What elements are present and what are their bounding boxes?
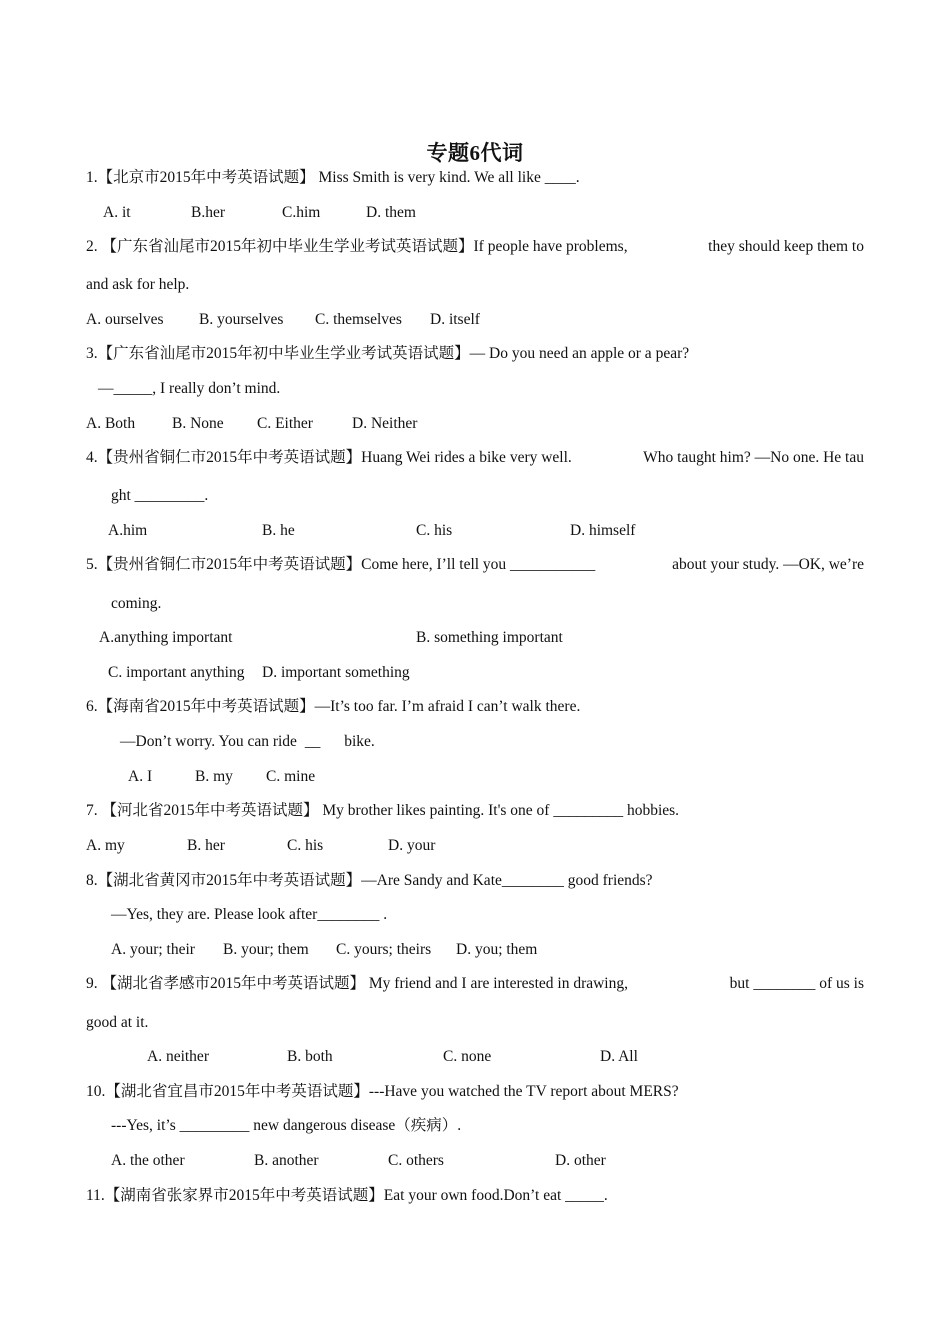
question-2-stem xyxy=(86,237,864,257)
question-3-option-a: A. Both xyxy=(86,415,136,432)
question-4-option-b: B. he xyxy=(262,522,295,539)
question-2-option-d: D. itself xyxy=(430,311,480,328)
question-2-option-a: A. ourselves xyxy=(86,311,164,328)
question-5-option-c: C. important anything xyxy=(108,664,245,681)
question-3-response: —_____, I really don’t mind. xyxy=(98,380,281,397)
question-6-response-blank: __ xyxy=(304,733,321,750)
question-2-stem-part-b: they should keep them to xyxy=(708,238,864,255)
question-7-stem: 7. 【河北省2015年中考英语试题】 My brother likes painting. It's one of _________ hobbies. xyxy=(86,802,680,819)
question-5-stem-part-b: about your study. —OK, we’re xyxy=(672,556,864,573)
question-8-option-c: C. yours; theirs xyxy=(336,941,432,958)
question-4-option-d: D. himself xyxy=(570,522,636,539)
question-6-option-c: C. mine xyxy=(266,768,316,785)
question-4-stem-part-b: Who taught him? —No one. He tau xyxy=(643,449,864,466)
question-5-option-d: D. important something xyxy=(262,664,410,681)
question-9-option-d: D. All xyxy=(600,1048,638,1065)
question-1-stem: 1.【北京市2015年中考英语试题】 Miss Smith is very kind. We all like ____. xyxy=(86,169,580,186)
question-8-response: —Yes, they are. Please look after________ . xyxy=(111,906,388,923)
question-7-option-a: A. my xyxy=(86,837,125,854)
question-2-option-b: B. yourselves xyxy=(199,311,284,328)
question-4-stem xyxy=(86,448,864,468)
question-10-option-c: C. others xyxy=(388,1152,444,1169)
question-9-stem-part-a: 9. 【湖北省孝感市2015年中考英语试题】 My friend and I are interested in drawing, xyxy=(86,975,628,992)
question-3-option-b: B. None xyxy=(172,415,224,432)
question-10-stem: 10.【湖北省宜昌市2015年中考英语试题】---Have you watched the TV report about MERS? xyxy=(86,1083,679,1100)
question-5-option-b: B. something important xyxy=(416,629,563,646)
question-1-option-a: A. it xyxy=(103,204,131,221)
question-6-response-part-b: bike. xyxy=(344,733,375,750)
question-6-response-part-a: —Don’t worry. You can ride xyxy=(120,733,297,750)
question-7-option-d: D. your xyxy=(388,837,436,854)
question-9-stem xyxy=(86,974,864,994)
question-4-option-a: A.him xyxy=(108,522,148,539)
question-5-stem xyxy=(86,555,864,575)
question-3-option-c: C. Either xyxy=(257,415,313,432)
question-8-stem: 8.【湖北省黄冈市2015年中考英语试题】—Are Sandy and Kate________ good friends? xyxy=(86,872,653,889)
question-6-option-b: B. my xyxy=(195,768,233,785)
question-9-option-c: C. none xyxy=(443,1048,492,1065)
question-5-stem-continued: coming. xyxy=(111,595,162,612)
question-10-response: ---Yes, it’s _________ new dangerous disease（疾病）. xyxy=(111,1117,462,1134)
question-10-option-d: D. other xyxy=(555,1152,606,1169)
question-3-option-d: D. Neither xyxy=(352,415,418,432)
question-10-option-a: A. the other xyxy=(111,1152,185,1169)
question-6-stem: 6.【海南省2015年中考英语试题】—It’s too far. I’m afraid I can’t walk there. xyxy=(86,698,581,715)
question-2-stem-continued: and ask for help. xyxy=(86,276,190,293)
question-4-stem-continued: ght _________. xyxy=(111,487,209,504)
question-7-option-c: C. his xyxy=(287,837,324,854)
question-9-option-b: B. both xyxy=(287,1048,333,1065)
question-9-stem-continued: good at it. xyxy=(86,1014,149,1031)
question-8-option-b: B. your; them xyxy=(223,941,309,958)
question-11-stem: 11.【湖南省张家界市2015年中考英语试题】Eat your own food.Don’t eat _____. xyxy=(86,1187,608,1204)
question-9-option-a: A. neither xyxy=(147,1048,209,1065)
question-10-option-b: B. another xyxy=(254,1152,319,1169)
question-7-option-b: B. her xyxy=(187,837,225,854)
question-5-stem-part-a: 5.【贵州省铜仁市2015年中考英语试题】Come here, I’ll tell you ___________ xyxy=(86,556,596,573)
question-2-option-c: C. themselves xyxy=(315,311,402,328)
question-6-option-a: A. I xyxy=(128,768,153,785)
question-2-stem-part-a: 2. 【广东省汕尾市2015年初中毕业生学业考试英语试题】If people have problems, xyxy=(86,238,628,255)
question-3-stem: 3.【广东省汕尾市2015年初中毕业生学业考试英语试题】— Do you need an apple or a pear? xyxy=(86,345,690,362)
question-1-option-b: B.her xyxy=(191,204,226,221)
question-1-option-c: C.him xyxy=(282,204,321,221)
question-1-option-d: D. them xyxy=(366,204,416,221)
question-9-stem-part-b: but ________ of us is xyxy=(729,975,864,992)
question-4-stem-part-a: 4.【贵州省铜仁市2015年中考英语试题】Huang Wei rides a bike very well. xyxy=(86,449,572,466)
question-6-response xyxy=(120,732,375,752)
question-4-option-c: C. his xyxy=(416,522,453,539)
page-title: 专题6代词 xyxy=(426,141,524,165)
question-8-option-d: D. you; them xyxy=(456,941,538,958)
question-5-option-a: A.anything important xyxy=(99,629,233,646)
question-8-option-a: A. your; their xyxy=(111,941,195,958)
